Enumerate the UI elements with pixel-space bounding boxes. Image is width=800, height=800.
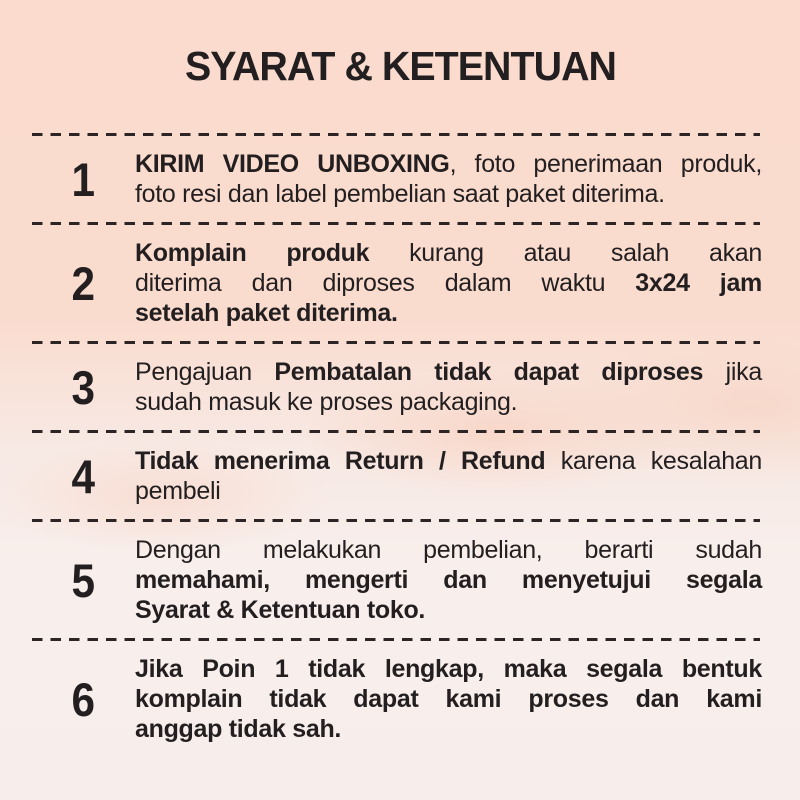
bold-text-segment: Pembatalan tidak dapat diproses — [274, 358, 704, 386]
bold-text-segment: komplain tidak dapat kami proses dan kami — [135, 685, 762, 713]
item-text — [135, 149, 762, 209]
terms-item — [0, 136, 800, 222]
bold-text-segment: Jika Poin 1 tidak lengkap, maka segala bentuk — [135, 655, 762, 683]
terms-item — [0, 344, 800, 430]
bold-text-segment: anggap tidak sah. — [135, 715, 342, 743]
terms-item — [0, 433, 800, 519]
item-text — [135, 357, 762, 417]
text-segment: foto resi dan label pembelian saat paket diterima. — [135, 180, 665, 208]
item-text-line — [135, 357, 762, 387]
item-number: 6 — [71, 672, 96, 726]
bold-text-segment: 3x24 jam — [635, 269, 762, 297]
item-text — [135, 535, 762, 625]
bold-text-segment: setelah paket diterima. — [135, 299, 398, 327]
text-segment: jika — [703, 358, 762, 386]
item-number: 2 — [71, 256, 96, 310]
terms-item — [0, 225, 800, 341]
terms-item — [0, 641, 800, 757]
page-title: SYARAT & KETENTUAN — [184, 43, 616, 89]
item-text-line — [135, 446, 762, 476]
item-text-line — [135, 387, 762, 417]
item-text-line — [135, 268, 762, 298]
item-text-line — [135, 714, 762, 744]
text-segment: , foto penerimaan produk, — [449, 150, 763, 178]
item-text-line — [135, 238, 762, 268]
item-text-line — [135, 179, 762, 209]
text-segment: kurang atau salah akan — [369, 239, 762, 267]
bold-text-segment: memahami, mengerti dan menyetujui segala — [135, 566, 762, 594]
text-segment: sudah masuk ke proses packaging. — [135, 388, 518, 416]
item-number: 5 — [71, 553, 96, 607]
item-text-line — [135, 149, 762, 179]
item-text-line — [135, 298, 762, 328]
item-text-line — [135, 654, 762, 684]
terms-list — [0, 133, 800, 757]
item-text-line — [135, 476, 762, 506]
bold-text-segment: Komplain produk — [135, 239, 370, 267]
item-text-line — [135, 684, 762, 714]
item-text — [135, 238, 762, 328]
text-segment: pembeli — [135, 477, 221, 505]
item-number: 4 — [71, 449, 96, 503]
item-number: 1 — [71, 152, 96, 206]
bold-text-segment: KIRIM VIDEO UNBOXING — [135, 150, 450, 178]
text-segment: Dengan melakukan pembelian, berarti sudah — [135, 536, 762, 564]
item-text-line — [135, 565, 762, 595]
item-number: 3 — [71, 360, 96, 414]
bold-text-segment: Syarat & Ketentuan toko. — [135, 596, 426, 624]
item-text-line — [135, 595, 762, 625]
item-text — [135, 654, 762, 744]
bold-text-segment: Tidak menerima Return / Refund — [135, 447, 546, 475]
text-segment: Pengajuan — [135, 358, 275, 386]
header — [0, 0, 800, 133]
text-segment: diterima dan diproses dalam waktu — [135, 269, 636, 297]
item-text — [135, 446, 762, 506]
text-segment: karena kesalahan — [545, 447, 763, 475]
item-text-line — [135, 535, 762, 565]
terms-item — [0, 522, 800, 638]
